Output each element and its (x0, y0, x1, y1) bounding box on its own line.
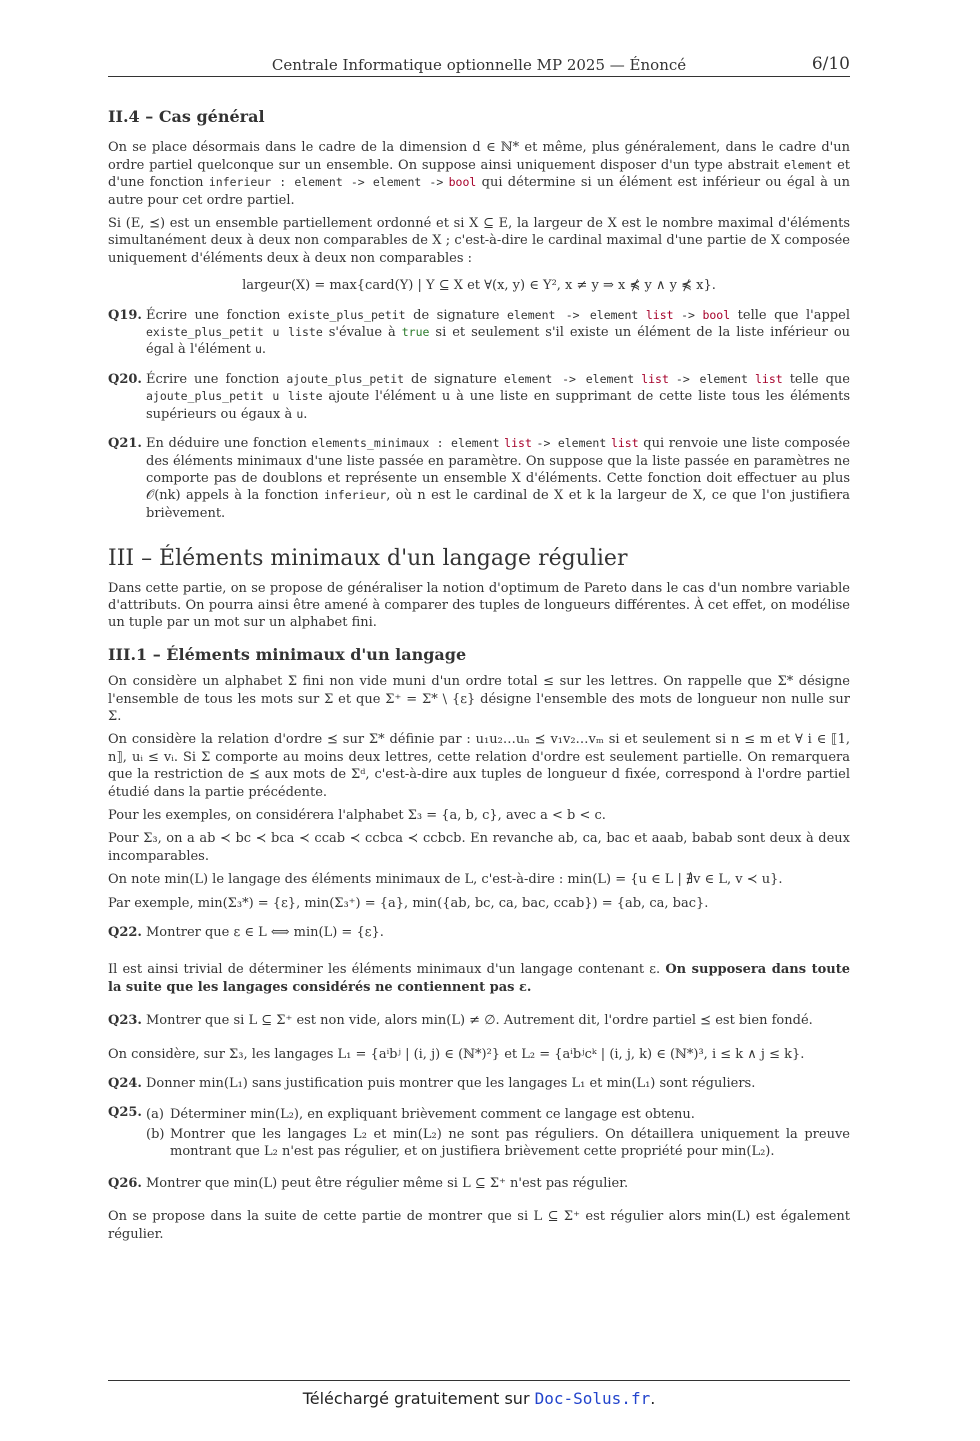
question-label: Q24. (108, 1076, 142, 1092)
paragraph-note: Il est ainsi trivial de déterminer les éléments minimaux d'un langage contenant ε. On supposera dans toute la suite que les langages considérés ne contiennent pas ε. (108, 962, 850, 995)
code-bool: bool (448, 175, 477, 190)
code-signature: inferieur : element -> element -> (208, 175, 444, 190)
formula-largeur: largeur(X) = max{card(Y) | Y ⊆ X et ∀(x, y) ∈ Y², x ≠ y ⇒ x ⋠ y ∧ y ⋠ x}. (242, 278, 716, 294)
page-header (108, 54, 850, 77)
question-label: Q21. (108, 436, 142, 452)
page-number: 6/10 (811, 54, 850, 74)
paragraph: Pour Σ₃, on a ab ≺ bc ≺ bca ≺ ccab ≺ ccbca ≺ ccbcb. En revanche ab, ca, bac et aaab, babab sont deux à deux incomparables. (108, 831, 850, 864)
document-title: Centrale Informatique optionnelle MP 2025 — Énoncé (271, 56, 687, 74)
section-heading-iii1: III.1 – Éléments minimaux d'un langage (108, 644, 467, 664)
question-q24: Q24. Donner min(L₁) sans justification puis montrer que les langages L₁ et min(L₁) sont réguliers. (108, 1076, 756, 1092)
subquestion-b: (b) Montrer que les langages L₂ et min(L₂) ne sont pas réguliers. On détaillera uniquement la preuve montrant que L₂ n'est pas régulier, et on justifiera brièvement cette propriété pour min(L₂). (146, 1126, 850, 1160)
page-footer: Téléchargé gratuitement sur Doc-Solus.fr. (108, 1380, 850, 1408)
question-q22: Q22. Montrer que ε ∈ L ⟺ min(L) = {ε}. (108, 925, 384, 941)
paragraph: Pour les exemples, on considérera l'alphabet Σ₃ = {a, b, c}, avec a < b < c. (108, 808, 606, 823)
question-q20: Q20. Écrire une fonction ajoute_plus_petit de signature element -> element list -> element list telle que ajoute_plus_petit u liste ajoute l'élément u à une liste en supprimant de cette liste tous les éléments supérieurs ou égaux à u. (108, 371, 850, 422)
paragraph: On considère un alphabet Σ fini non vide muni d'un ordre total ≤ sur les lettres. On rappelle que Σ* désigne l'ensemble de tous les mots sur Σ et que Σ⁺ = Σ* \ {ε} désigne l'ensemble des mots de longueur non nulle sur Σ. (108, 674, 850, 724)
code-element: element (783, 157, 833, 172)
paragraph: On considère la relation d'ordre ⪯ sur Σ* définie par : u₁u₂…uₙ ⪯ v₁v₂…vₘ si et seulement si n ≤ m et ∀ i ∈ ⟦1, n⟧, uᵢ ≤ vᵢ. Si Σ comporte au moins deux lettres, cette relation d'ordre est seulement partielle. On remarquera que la restriction de ⪯ aux mots de Σᵈ, c'est-à-dire aux tuples de longueur d fixée, correspond à l'ordre partiel étudié dans la partie précédente. (108, 732, 850, 800)
question-q19: Q19. Écrire une fonction existe_plus_petit de signature element -> element list -> bool telle que l'appel existe_plus_petit u liste s'évalue à true si et seulement s'il existe un élément de la liste inférieur ou égal à l'élément u. (108, 307, 851, 358)
paragraph-closing: On se propose dans la suite de cette partie de montrer que si L ⊆ Σ⁺ est régulier alors min(L) est également régulier. (108, 1209, 850, 1242)
doc-solus-link[interactable]: Doc-Solus.fr (534, 1389, 651, 1408)
question-label: Q19. (108, 307, 142, 323)
paragraph: Dans cette partie, on se propose de généraliser la notion d'optimum de Pareto dans le cas d'un nombre variable d'attributs. On pourra ainsi être amené à comparer des tuples de longueurs différentes. À cet effet, on modélise un tuple par un mot sur un alphabet fini. (108, 580, 850, 631)
subquestion-a: (a) Déterminer min(L₂), en expliquant brièvement comment ce langage est obtenu. (146, 1107, 695, 1123)
section-heading-ii4: II.4 – Cas général (108, 107, 265, 126)
question-q25 (108, 1104, 850, 1162)
paragraph: On note min(L) le langage des éléments minimaux de L, c'est-à-dire : min(L) = {u ∈ L | ∄v ∈ L, v ≺ u}. (108, 872, 783, 888)
question-label: Q25. (108, 1105, 142, 1121)
page-content (108, 108, 850, 1249)
paragraph: On se place désormais dans le cadre de la dimension d ∈ ℕ* et même, plus généralement, dans le cadre d'un ordre partiel quelconque sur un ensemble. On suppose ainsi uniquement disposer d'un type abstrait element et d'une fonction inferieur : element -> element -> bool qui détermine si un élément est inférieur ou égal à un autre pour cet ordre partiel. (108, 140, 851, 208)
paragraph: Si (E, ⪯) est un ensemble partiellement ordonné et si X ⊆ E, la largeur de X est le nombre maximal d'éléments simultanément deux à deux non comparables de X ; c'est-à-dire le cardinal maximal d'une partie de X composée uniquement d'éléments deux à deux non comparables : (108, 216, 850, 266)
paragraph: Par exemple, min(Σ₃*) = {ε}, min(Σ₃⁺) = {a}, min({ab, bc, ca, bac, ccab}) = {ab, ca, bac}. (108, 895, 709, 911)
paragraph: On considère, sur Σ₃, les langages L₁ = {aⁱbʲ | (i, j) ∈ (ℕ*)²} et L₂ = {aⁱbʲcᵏ | (i, j, k) ∈ (ℕ*)³, i ≤ k ∧ j ≤ k}. (108, 1046, 805, 1062)
question-q26: Q26. Montrer que min(L) peut être régulier même si L ⊆ Σ⁺ n'est pas régulier. (108, 1175, 629, 1191)
section-heading-iii: III – Éléments minimaux d'un langage régulier (108, 546, 628, 572)
question-label: Q22. (108, 925, 142, 941)
question-label: Q20. (108, 371, 142, 387)
question-q23: Q23. Montrer que si L ⊆ Σ⁺ est non vide, alors min(L) ≠ ∅. Autrement dit, l'ordre partiel ⪯ est bien fondé. (108, 1013, 813, 1029)
question-q21: Q21. En déduire une fonction elements_minimaux : element list -> element list qui renvoie une liste composée des éléments minimaux d'une liste passée en paramètre. On suppose que la liste passée en paramètres ne comporte pas de doublons et représente un ensemble X d'éléments. Cette fonction doit effectuer au plus 𝒪(nk) appels à la fonction inferieur, où n est le cardinal de X et k la largeur de X, ce que l'on justifiera brièvement. (108, 436, 851, 521)
question-label: Q23. (108, 1013, 142, 1029)
question-label: Q26. (108, 1175, 142, 1191)
